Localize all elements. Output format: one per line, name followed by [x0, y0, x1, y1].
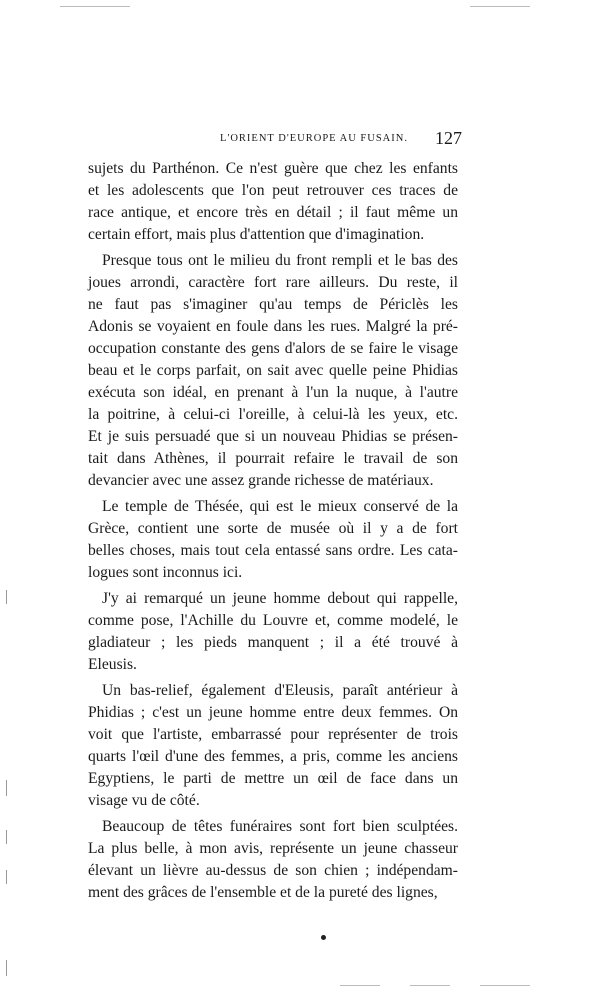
text-line: J'y ai remarqué un jeune homme debout qui rappelle, — [102, 590, 458, 607]
scan-mark — [6, 960, 7, 976]
text-line: occupation constante des gens d'alors de se faire le visage — [88, 340, 458, 357]
text-line: Et je suis persuadé que si un nouveau Phidias se présen- — [88, 428, 458, 445]
text-line: tait dans Athènes, il pourrait refaire le travail de son — [88, 450, 458, 467]
text-line: Un bas-relief, également d'Eleusis, paraît antérieur à — [102, 682, 458, 699]
paragraph — [88, 588, 458, 676]
text-line: Grèce, contient une sorte de musée où il y a de fort — [88, 520, 458, 537]
paragraph — [88, 816, 458, 904]
scan-mark — [6, 780, 7, 796]
paragraph — [88, 680, 458, 812]
text-line: Le temple de Thésée, qui est le mieux conservé de la — [102, 498, 458, 515]
text-line: Beaucoup de têtes funéraires sont fort bien sculptées. — [102, 818, 458, 835]
scan-mark — [6, 590, 7, 604]
text-line: Egyptiens, le parti de mettre un œil de face dans un — [88, 770, 458, 787]
paragraph — [88, 496, 458, 584]
page-number: 127 — [435, 128, 462, 148]
text-line: voit que l'artiste, embarrassé pour représenter de trois — [88, 726, 458, 743]
text-line: Presque tous ont le milieu du front rempli et le bas des — [102, 252, 458, 269]
scan-mark — [6, 830, 7, 844]
text-line: sujets du Parthénon. Ce n'est guère que chez les enfants — [88, 160, 458, 177]
text-line: La plus belle, à mon avis, représente un jeune chasseur — [88, 840, 458, 857]
text-line: beau et le corps parfait, on sait avec quelle peine Phidias — [88, 362, 458, 379]
text-line: devancier avec une assez grande richesse de matériaux. — [88, 472, 434, 489]
text-line: gladiateur ; les pieds manquent ; il a été trouvé à — [88, 634, 458, 651]
ink-dot — [321, 935, 326, 940]
text-line: race antique, et encore très en détail ; il faut même un — [88, 204, 458, 221]
top-rule — [470, 6, 530, 7]
text-line: Adonis se voyaient en foule dans les rues. Malgré la pré- — [88, 318, 458, 335]
text-line: ne faut pas s'imaginer qu'au temps de Périclès les — [88, 296, 458, 313]
text-line: belles choses, mais tout cela entassé sans ordre. Les cata- — [88, 542, 458, 559]
text-line: quarts l'œil d'une des femmes, a pris, comme les anciens — [88, 748, 458, 765]
text-line: visage vu de côté. — [88, 792, 200, 809]
paragraph — [88, 250, 458, 492]
text-line: logues sont inconnus ici. — [88, 564, 243, 581]
paragraph — [88, 158, 458, 246]
bottom-rule — [340, 985, 380, 986]
text-line: Eleusis. — [88, 656, 137, 673]
bottom-rule — [410, 985, 450, 986]
top-rule — [60, 6, 130, 7]
running-header: L'ORIENT D'EUROPE AU FUSAIN. — [220, 133, 408, 144]
text-line: élevant un lièvre au-dessus de son chien ; indépendam- — [88, 862, 458, 879]
scan-mark — [6, 870, 7, 884]
text-line: la poitrine, à celui-ci l'oreille, à celui-là les yeux, etc. — [88, 406, 458, 423]
text-line: certain effort, mais plus d'attention que d'imagination. — [88, 226, 425, 243]
text-line: Phidias ; c'est un jeune homme entre deux femmes. On — [88, 704, 458, 721]
text-line: joues arrondi, caractère fort rare ailleurs. Du reste, il — [88, 274, 458, 291]
text-line: exécuta son idéal, en prenant à l'un la nuque, à l'autre — [88, 384, 458, 401]
text-line: et les adolescents que l'on peut retrouver ces traces de — [88, 182, 458, 199]
bottom-rule — [480, 985, 530, 986]
page-body-text — [88, 158, 458, 904]
text-line: ment des grâces de l'ensemble et de la pureté des lignes, — [88, 884, 438, 901]
text-line: comme pose, l'Achille du Louvre et, comme modelé, le — [88, 612, 458, 629]
